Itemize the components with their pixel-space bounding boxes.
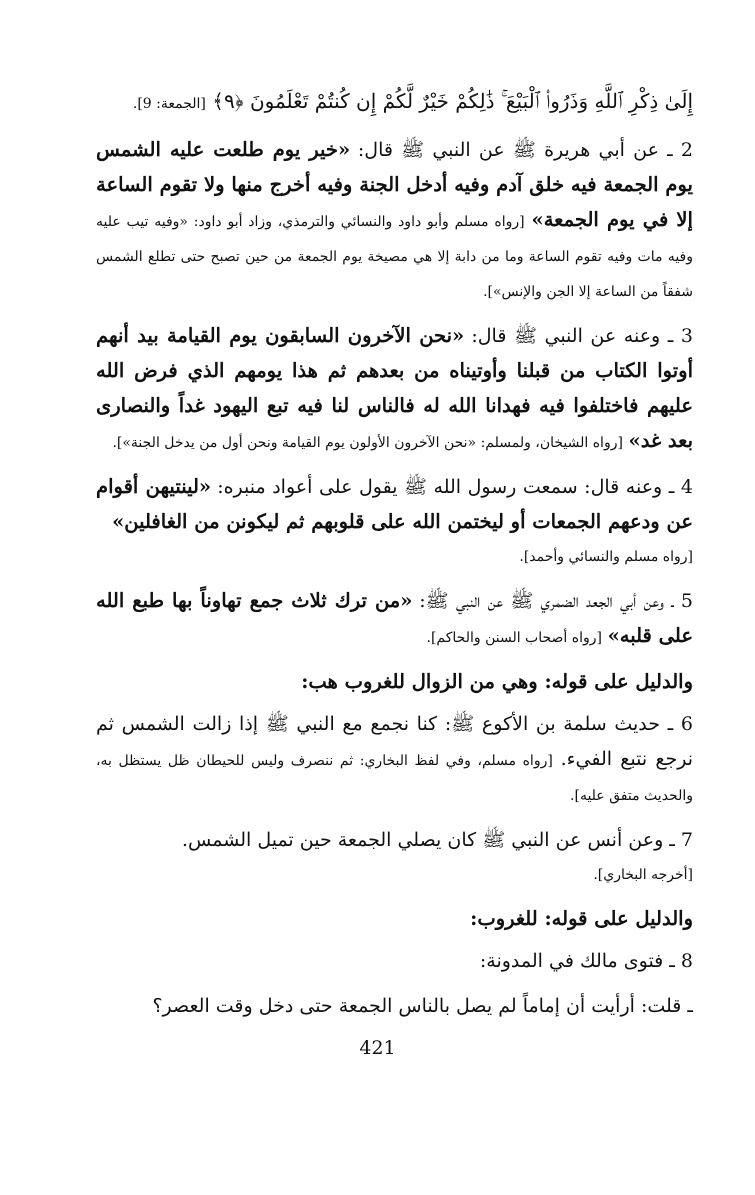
hadith-5-lead: 5 ـ وعن أبي الجعد الضمري ﷺ عن النبي ﷺ: [419,590,693,612]
hadith-2 [96,133,693,309]
hadith-7-text: 7 ـ وعن أنس عن النبي ﷺ كان يصلي الجمعة حين تميل الشمس. [182,829,693,851]
hadith-4-reference: [رواه مسلم والنسائي وأحمد]. [519,549,693,565]
page-number: 421 [359,1037,396,1059]
hadith-4-quote: «لينتيهن أقوام عن ودعهم الجمعات أو ليختمن الله على قلوبهم ثم ليكونن من الغافلين» [96,475,693,533]
hadith-3 [96,319,693,460]
hadith-7-reference: [أخرجه البخاري]. [593,867,693,883]
question-1 [96,989,693,1024]
hadith-6 [96,707,693,813]
hadith-3-reference: [رواه الشيخان، ولمسلم: «نحن الآخرون الأولون يوم القيامة ونحن أول من يدخل الجنة»]. [112,435,623,451]
hadith-6-reference: [رواه مسلم، وفي لفظ البخاري: ثم ننصرف وليس للحيطان ظل يستظل به، والحديث متفق عليه]. [96,753,693,804]
hadith-4-lead: 4 ـ وعنه قال: سمعت رسول الله ﷺ يقول على أعواد منبره: [217,476,693,498]
hadith-4 [96,470,693,574]
item-8-text: 8 ـ فتوى مالك في المدونة: [479,950,693,972]
question-1-text: ـ قلت: أرأيت أن إماماً لم يصل بالناس الجمعة حتى دخل وقت العصر؟ [152,995,693,1017]
verse-text: إِلَىٰ ذِكْرِ ٱللَّهِ وَذَرُوا۟ ٱلْبَيْعَ ۚ ذَٰلِكُمْ خَيْرٌ لَّكُمْ إِن كُنتُمْ تَعْلَمُونَ [249,89,693,113]
hadith-2-quote: «خير يوم طلعت عليه الشمس يوم الجمعة فيه خلق آدم وفيه أدخل الجنة وفيه أخرج منها ولا تقوم الساعة إلا في يوم الجمعة» [96,138,693,231]
item-8 [96,944,693,979]
hadith-5-quote: «من ترك ثلاث جمع تهاوناً بها طبع الله على قلبه» [96,589,693,647]
hadith-2-reference: [رواه مسلم وأبو داود والنسائي والترمذي، وزاد أبو داود: «وفيه تيب عليه وفيه مات وفيه تقوم الساعة وما من دابة إلا هي مصيخة يوم الجمعة من حين تصبح حتى تطلع الشمس شفقاً من الساعة إلا الجن والإنس»]. [96,214,693,300]
section-heading-zawal: والدليل على قوله: وهي من الزوال للغروب هب: [301,670,693,693]
verse-ornament: ﴿٩﴾ [212,89,244,113]
verse-reference: [الجمعة: 9]. [132,96,206,112]
quran-verse [96,82,693,123]
hadith-3-lead: 3 ـ وعنه عن النبي ﷺ قال: [471,325,693,347]
hadith-2-lead: 2 ـ عن أبي هريرة ﷺ عن النبي ﷺ قال: [357,139,693,161]
hadith-5 [96,584,693,655]
hadith-3-quote: «نحن الآخرون السابقون يوم القيامة بيد أنهم أوتوا الكتاب من قبلنا وأوتيناه من بعدهم ثم هذا يومهم الذي فرض الله عليهم فاختلفوا فيه فهدانا الله له فالناس لنا فيه تبع اليهود غداً والنصارى بعد غد» [96,324,693,452]
section-heading-ghurub: والدليل على قوله: للغروب: [470,907,693,930]
hadith-6-text: 6 ـ حديث سلمة بن الأكوع ﷺ: كنا نجمع مع النبي ﷺ إذا زالت الشمس ثم نرجع نتبع الفيء. [96,713,693,770]
hadith-5-reference: [رواه أصحاب السنن والحاكم]. [426,630,602,646]
hadith-7 [96,823,693,892]
